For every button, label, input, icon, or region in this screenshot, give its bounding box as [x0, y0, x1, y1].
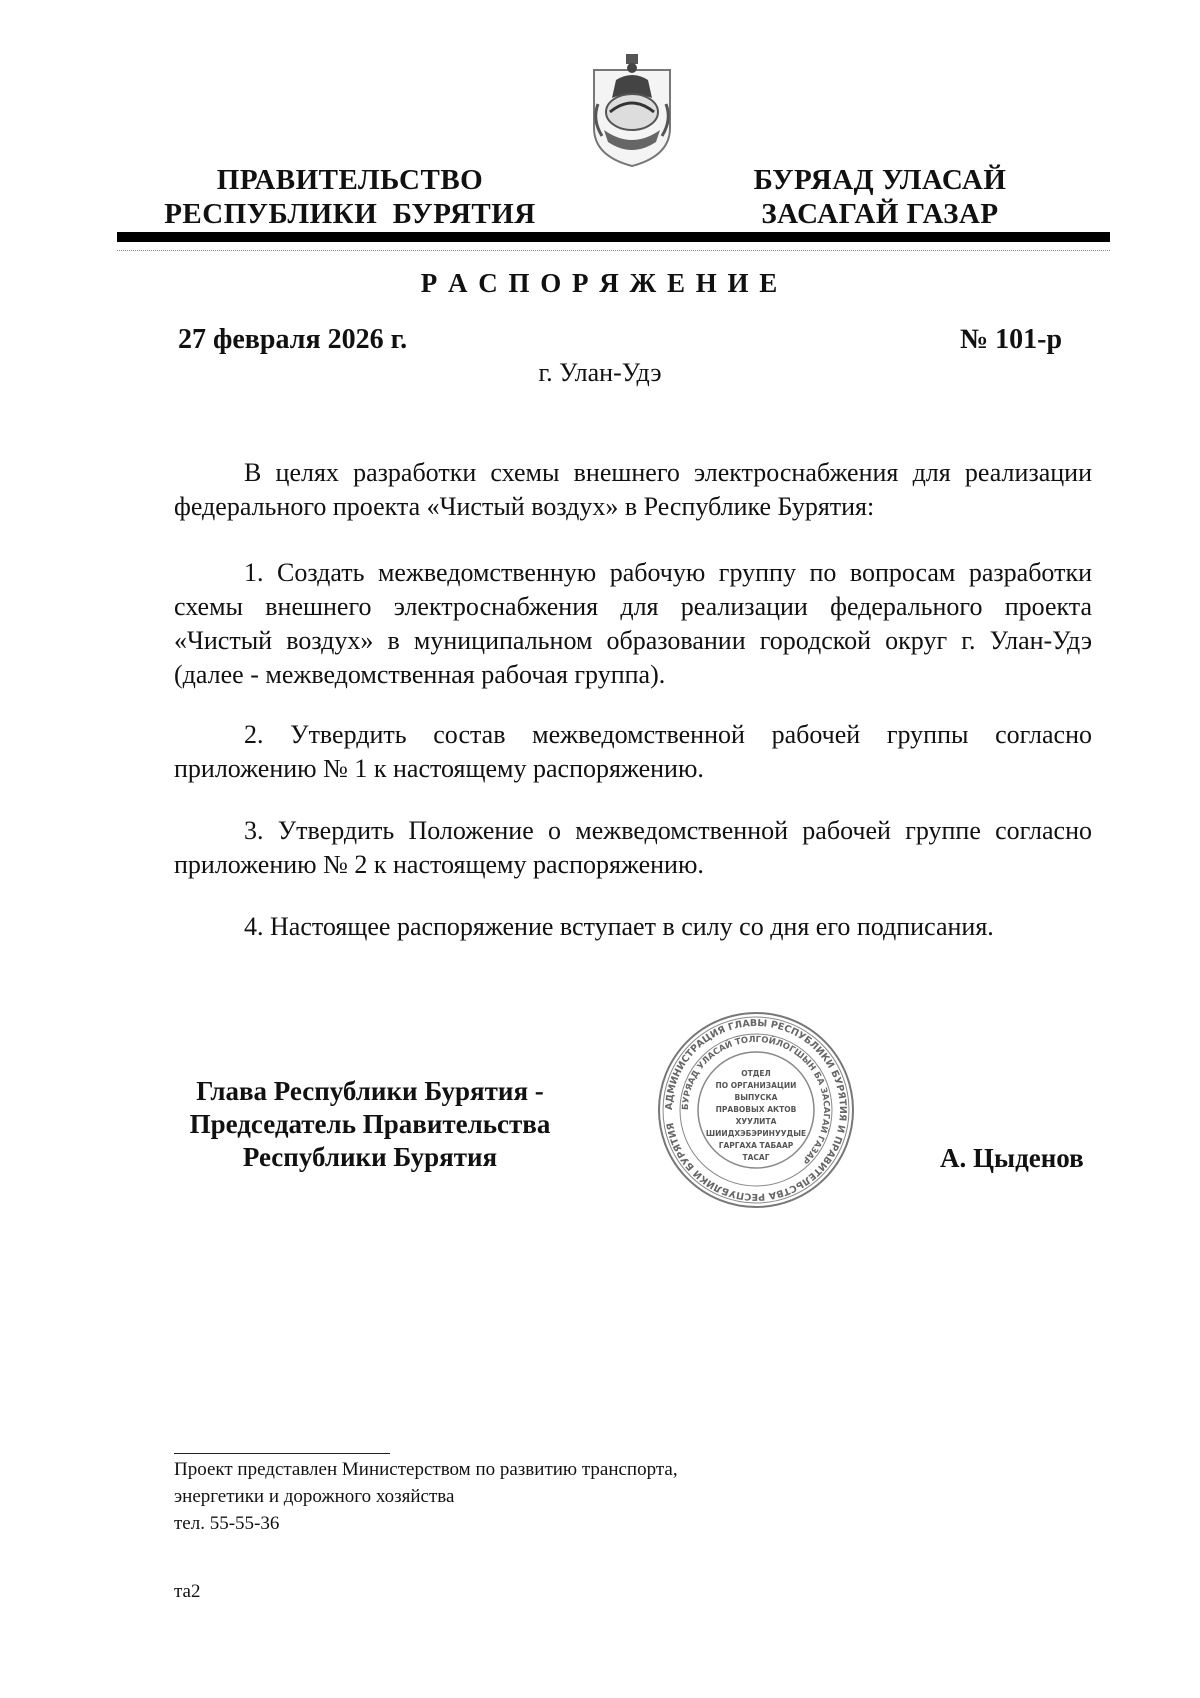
footer-line2: энергетики и дорожного хозяйства — [174, 1486, 455, 1507]
header-left — [160, 163, 540, 231]
header-right-line1: БУРЯАД УЛАСАЙ — [753, 164, 1007, 196]
item-1 — [174, 556, 1092, 692]
item-1-text: 1. Создать межведомственную рабочую группу по вопросам разработки схемы внешнего электроснабжения для реализации федерального проекта «Чистый воздух» в муниципальном образовании городской округ г. Улан-Удэ (далее - межведомственная рабочая группа). — [174, 558, 1092, 689]
svg-text:ТАСАГ: ТАСАГ — [742, 1153, 770, 1162]
svg-text:ГАРГАХА ТАБААР: ГАРГАХА ТАБААР — [718, 1141, 794, 1150]
document-date: 27 февраля 2026 г. — [178, 324, 408, 355]
signature-position-line3: Республики Бурятия — [242, 1142, 498, 1172]
footer-line3: тел. 55-55-36 — [174, 1513, 280, 1534]
document-title: Р А С П О Р Я Ж Е Н И Е — [420, 268, 780, 298]
svg-text:ВЫПУСКА: ВЫПУСКА — [734, 1093, 778, 1102]
svg-text:ОТДЕЛ: ОТДЕЛ — [741, 1069, 771, 1078]
preamble-text: В целях разработки схемы внешнего электроснабжения для реализации федерального проекта «Чистый воздух» в Республике Бурятия: — [174, 458, 1092, 521]
signature-position-line2: Председатель Правительства — [189, 1109, 551, 1139]
header-right — [730, 163, 1030, 231]
item-4-text: 4. Настоящее распоряжение вступает в силу со дня его подписания. — [244, 912, 994, 941]
footer-rule — [174, 1453, 390, 1454]
svg-text:ШИИДХЭБЭРИНУУДЫЕ: ШИИДХЭБЭРИНУУДЫЕ — [705, 1129, 807, 1138]
document-number: № 101-р — [960, 324, 1063, 355]
item-2-text: 2. Утвердить состав межведомственной рабочей группы согласно приложению № 1 к настоящему распоряжению. — [174, 720, 1092, 783]
item-3-text: 3. Утвердить Положение о межведомственной рабочей группе согласно приложению № 2 к настоящему распоряжению. — [174, 816, 1092, 879]
footer-code: та2 — [174, 1581, 201, 1602]
footer-line1: Проект представлен Министерством по развитию транспорта, — [174, 1459, 678, 1480]
signature-name: А. Цыденов — [940, 1143, 1084, 1173]
item-3 — [174, 814, 1092, 882]
header-right-line2: ЗАСАГАЙ ГАЗАР — [761, 198, 999, 230]
signature-position — [160, 1075, 580, 1174]
preamble — [174, 456, 1092, 524]
header-thick-rule — [117, 232, 1110, 242]
item-2 — [174, 718, 1092, 786]
svg-text:ХУУЛИТА: ХУУЛИТА — [735, 1117, 777, 1126]
svg-text:ПРАВОВЫХ АКТОВ: ПРАВОВЫХ АКТОВ — [715, 1105, 797, 1114]
item-4 — [174, 910, 1092, 944]
document-city: г. Улан-Удэ — [538, 358, 662, 387]
svg-text:АДМИНИСТРАЦИЯ ГЛАВЫ РЕСПУБЛИКИ: АДМИНИСТРАЦИЯ ГЛАВЫ РЕСПУБЛИКИ БУРЯТИЯ И ПРАВИТЕЛЬСТВА РЕСПУБЛИКИ БУРЯТИЯ — [663, 1017, 849, 1203]
header-thin-rule — [117, 250, 1110, 253]
footer-note — [174, 1456, 874, 1537]
header-left-line1: ПРАВИТЕЛЬСТВО — [216, 164, 484, 196]
header-left-line2: РЕСПУБЛИКИ БУРЯТИЯ — [164, 198, 536, 230]
official-stamp — [656, 1010, 856, 1210]
svg-text:БУРЯАД УЛАСАЙ ТОЛГОЙЛОГШЫН БА: БУРЯАД УЛАСАЙ ТОЛГОЙЛОГШЫН БА ЗАСАГАЙ ГАЗАР — [680, 1034, 832, 1166]
coat-of-arms-emblem — [588, 50, 676, 170]
signature-position-line1: Глава Республики Бурятия - — [196, 1076, 544, 1106]
svg-text:ПО ОРГАНИЗАЦИИ: ПО ОРГАНИЗАЦИИ — [715, 1081, 797, 1090]
